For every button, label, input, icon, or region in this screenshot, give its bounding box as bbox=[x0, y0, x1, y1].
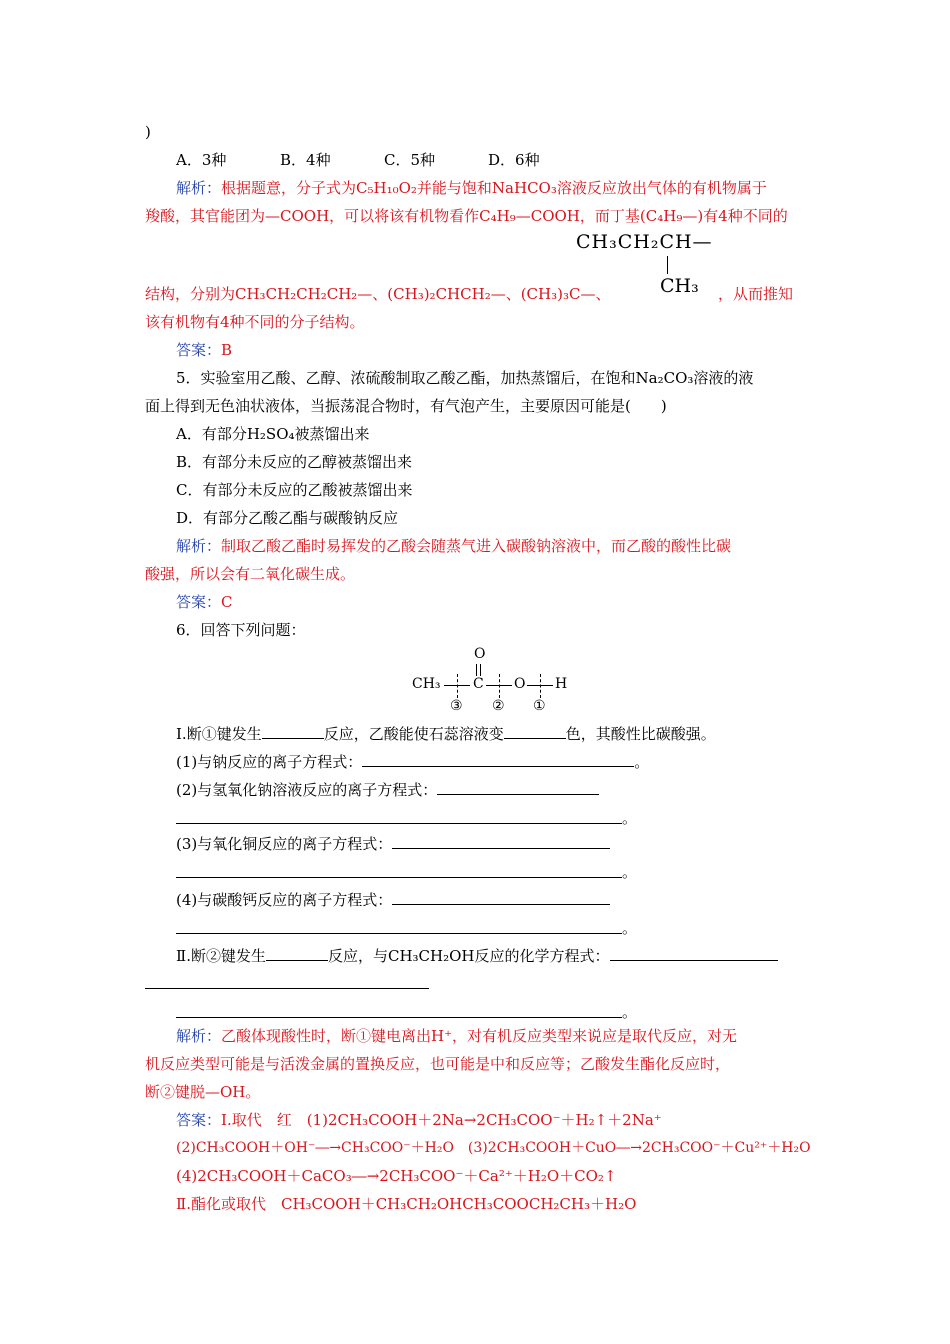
analysis-label: 解析： bbox=[176, 179, 222, 197]
q4-answer: 答案：B bbox=[176, 341, 233, 359]
q5-option-d: D．有部分乙酸乙酯与碳酸钠反应 bbox=[176, 509, 399, 527]
q6-analysis-line3: 断②键脱—OH。 bbox=[145, 1083, 261, 1101]
blank-color[interactable] bbox=[504, 724, 566, 739]
blank-reaction-type[interactable] bbox=[262, 724, 324, 739]
struct-bond-line bbox=[667, 256, 668, 274]
q4-option-d: D．6种 bbox=[488, 151, 540, 169]
blank-p3-b[interactable] bbox=[176, 877, 622, 878]
blank-part2-eq-a[interactable] bbox=[610, 946, 778, 961]
q6-p2-period: 。 bbox=[622, 809, 638, 827]
q6-part2-stem: Ⅱ.断②键发生 反应，与CH₃CH₂OH反应的化学方程式： bbox=[176, 946, 778, 966]
blank-p1[interactable] bbox=[362, 752, 634, 767]
blank-part2-eq-b[interactable] bbox=[145, 988, 429, 989]
q6-part2-period: 。 bbox=[622, 1003, 638, 1021]
q6-answer-line4: Ⅱ.酯化或取代 CH₃COOH＋CH₃CH₂OHCH₃COOCH₂CH₃＋H₂O bbox=[176, 1195, 637, 1213]
continued-paren: ) bbox=[145, 123, 151, 141]
acetic-acid-bond-diagram bbox=[410, 644, 590, 714]
q6-p4-period: 。 bbox=[622, 919, 638, 937]
q6-analysis-line1: 解析：乙酸体现酸性时，断①键电离出H⁺，对有机反应类型来说应是取代反应，对无 bbox=[176, 1027, 738, 1045]
q4-option-c: C．5种 bbox=[384, 151, 436, 169]
q4-option-a: A．3种 bbox=[176, 151, 227, 169]
q4-option-b: B．4种 bbox=[280, 151, 331, 169]
q6-answer-line3: (4)2CH₃COOH＋CaCO₃―→2CH₃COO⁻＋Ca²⁺＋H₂O＋CO₂↑ bbox=[176, 1167, 617, 1185]
blank-p4-a[interactable] bbox=[392, 890, 610, 905]
q6-answer-line1: 答案：Ⅰ.取代 红 (1)2CH₃COOH＋2Na→2CH₃COO⁻＋H₂↑＋2Na⁺ bbox=[176, 1111, 662, 1129]
q4-analysis-line3-end: ，从而推知 bbox=[718, 285, 794, 303]
q4-analysis-line3: 结构，分别为CH₃CH₂CH₂CH₂—、(CH₃)₂CHCH₂—、(CH₃)₃C—、 bbox=[145, 285, 611, 303]
blank-p4-b[interactable] bbox=[176, 933, 622, 934]
struct-top-formula: CH₃CH₂CH— bbox=[576, 231, 713, 253]
q6-analysis-line2: 机反应类型可能是与活泼金属的置换反应，也可能是中和反应等；乙酸发生酯化反应时， bbox=[145, 1055, 731, 1073]
q4-analysis-line1: 解析：根据题意，分子式为C₅H₁₀O₂并能与饱和NaHCO₃溶液反应放出气体的有机物属于 bbox=[176, 179, 767, 197]
q5-stem-line2: 面上得到无色油状液体，当振荡混合物时，有气泡产生，主要原因可能是( ) bbox=[145, 397, 667, 415]
methyl-group: CH₃ bbox=[412, 676, 441, 692]
bond-label-1: ① bbox=[533, 698, 546, 714]
carbonyl-carbon: C bbox=[473, 676, 484, 692]
q5-option-c: C．有部分未反应的乙酸被蒸馏出来 bbox=[176, 481, 413, 499]
q4-analysis-line4: 该有机物有4种不同的分子结构。 bbox=[145, 313, 365, 331]
q5-stem-line1: 5．实验室用乙酸、乙醇、浓硫酸制取乙酸乙酯，加热蒸馏后，在饱和Na₂CO₃溶液的液 bbox=[176, 369, 754, 387]
q5-option-b: B．有部分未反应的乙醇被蒸馏出来 bbox=[176, 453, 413, 471]
q6-p1: (1)与钠反应的离子方程式： 。 bbox=[176, 753, 650, 771]
q6-p3: (3)与氧化铜反应的离子方程式： bbox=[176, 834, 610, 854]
cut-line-2 bbox=[499, 674, 500, 698]
q5-option-a: A．有部分H₂SO₄被蒸馏出来 bbox=[176, 425, 370, 443]
q5-analysis-line1: 解析：制取乙酸乙酯时易挥发的乙酸会随蒸气进入碳酸钠溶液中，而乙酸的酸性比碳 bbox=[176, 537, 732, 555]
q6-p4: (4)与碳酸钙反应的离子方程式： bbox=[176, 890, 610, 910]
cut-line-1 bbox=[540, 674, 541, 698]
q5-analysis-line2: 酸强，所以会有二氧化碳生成。 bbox=[145, 565, 356, 583]
blank-part2-type[interactable] bbox=[266, 946, 328, 961]
hydroxyl-oxygen: O bbox=[514, 676, 526, 692]
bond-label-2: ② bbox=[492, 698, 505, 714]
blank-p2-b[interactable] bbox=[176, 823, 622, 824]
cut-line-3 bbox=[457, 674, 458, 698]
q6-p3-period: 。 bbox=[622, 863, 638, 881]
struct-bottom-formula: CH₃ bbox=[660, 275, 699, 297]
q6-answer-line2: (2)CH₃COOH＋OH⁻―→CH₃COO⁻＋H₂O (3)2CH₃COOH＋CuO―→2CH₃COO⁻＋Cu²⁺＋H₂O bbox=[176, 1140, 811, 1156]
blank-p3-a[interactable] bbox=[392, 834, 610, 849]
q4-analysis-line2: 羧酸，其官能团为—COOH，可以将该有机物看作C₄H₉—COOH，而丁基(C₄H₉—)有4种不同的 bbox=[145, 207, 788, 225]
q6-part1-stem: Ⅰ.断①键发生 反应，乙酸能使石蕊溶液变 色，其酸性比碳酸强。 bbox=[176, 725, 716, 743]
q6-p2: (2)与氢氧化钠溶液反应的离子方程式： bbox=[176, 780, 599, 800]
blank-part2-eq-c[interactable] bbox=[176, 1017, 622, 1018]
bond-label-3: ③ bbox=[450, 698, 463, 714]
q6-stem: 6．回答下列问题： bbox=[176, 621, 306, 639]
carbonyl-oxygen: O bbox=[474, 646, 486, 662]
blank-p2-a[interactable] bbox=[437, 780, 599, 795]
q5-answer: 答案：C bbox=[176, 593, 233, 611]
hydrogen: H bbox=[555, 676, 568, 692]
